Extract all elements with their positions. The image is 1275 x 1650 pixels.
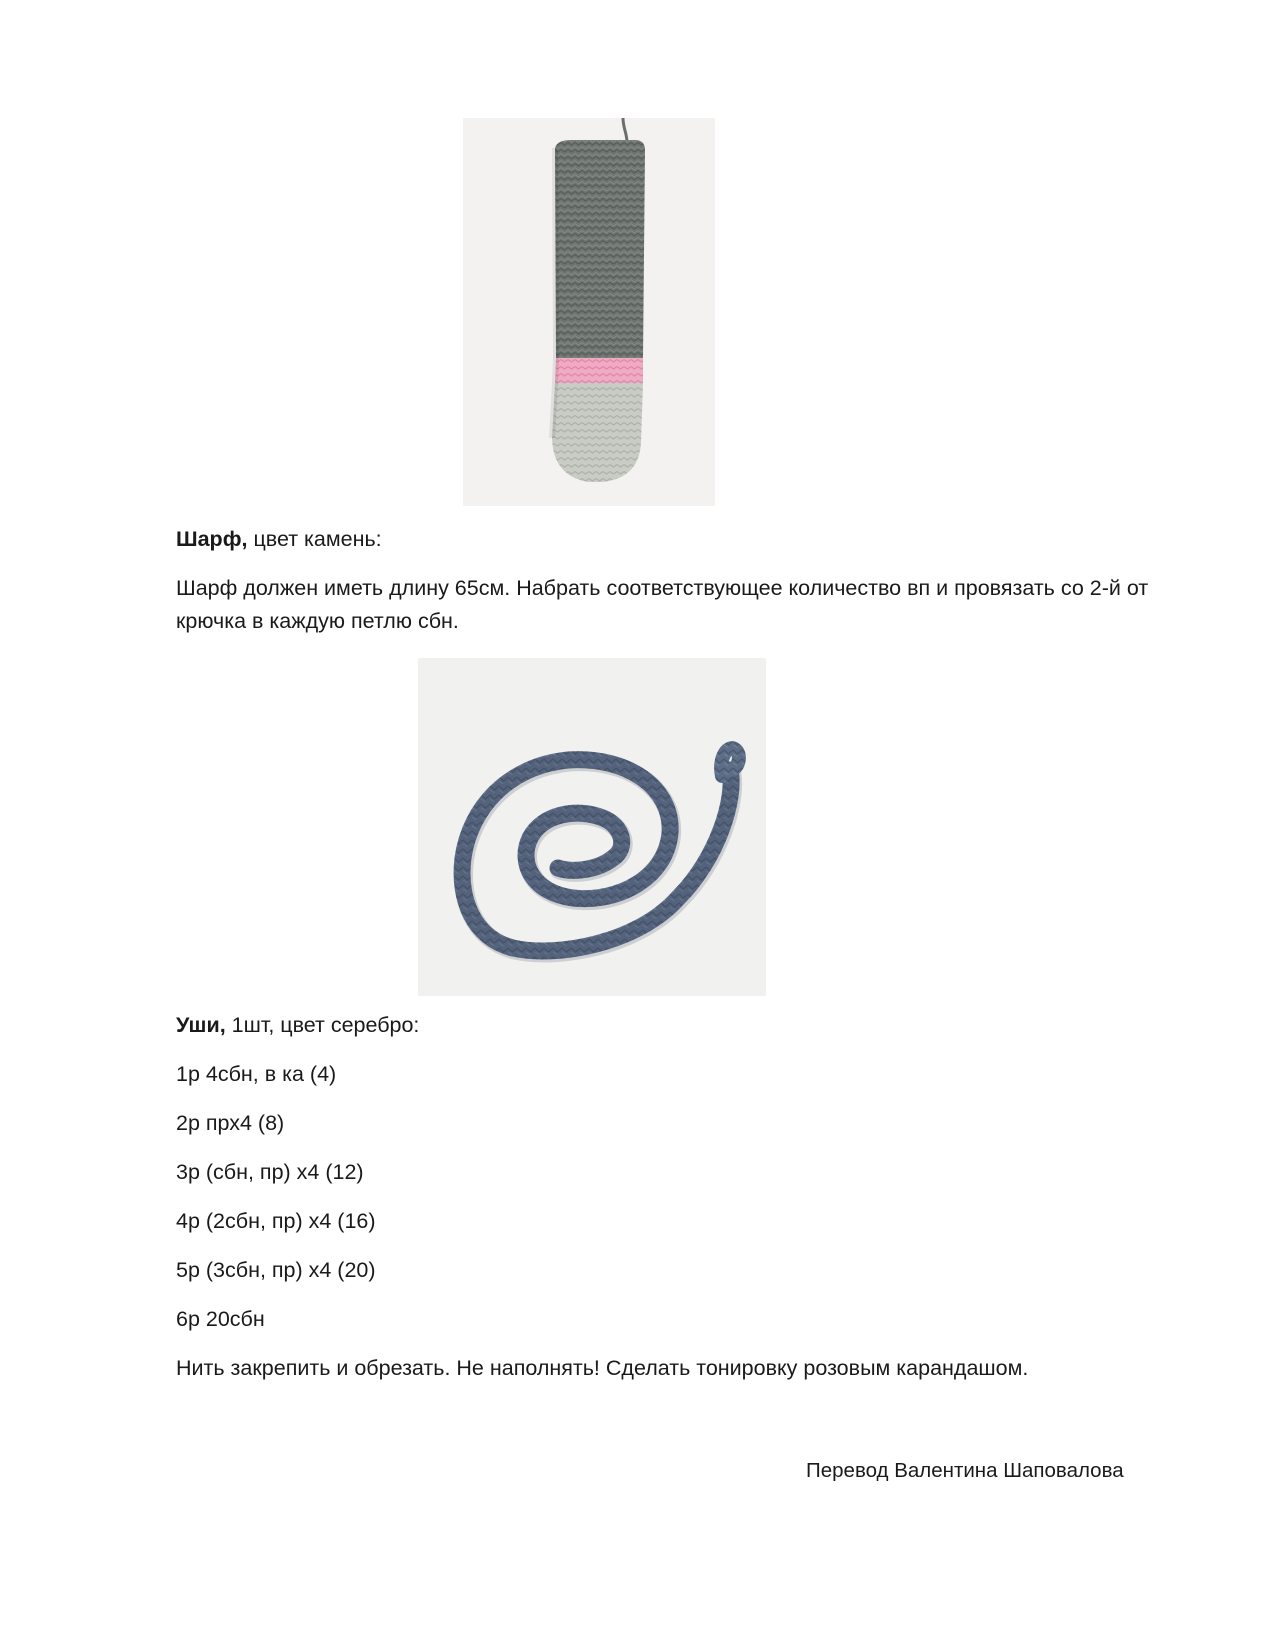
ears-heading-rest: 1шт, цвет серебро: (225, 1013, 420, 1037)
ears-closing: Нить закрепить и обрезать. Не наполнять! Сделать тонировку розовым карандашом. (176, 1356, 1029, 1380)
translator-credit: Перевод Валентина Шаповалова (806, 1459, 1124, 1482)
scarf-photo (418, 658, 766, 996)
ears-row-5: 5р (3сбн, пр) х4 (20) (176, 1258, 376, 1282)
scarf-heading (176, 523, 382, 556)
arm-photo (463, 118, 715, 506)
ears-heading (176, 1009, 419, 1042)
scarf-paragraph: Шарф должен иметь длину 65см. Набрать соответствующее количество вп и провязать со 2-й от крючка в каждую петлю сбн. (176, 576, 1149, 633)
ears-heading-bold: Уши, (176, 1013, 226, 1037)
ears-row-2: 2р прх4 (8) (176, 1111, 285, 1135)
ears-row-3: 3р (сбн, пр) х4 (12) (176, 1160, 364, 1184)
scarf-heading-rest: цвет камень: (247, 527, 382, 551)
scarf-heading-bold: Шарф, (176, 527, 248, 551)
ears-row-6: 6р 20сбн (176, 1307, 265, 1331)
ears-row-4: 4р (2сбн, пр) х4 (16) (176, 1209, 376, 1233)
ears-row-1: 1р 4сбн, в ка (4) (176, 1062, 337, 1086)
